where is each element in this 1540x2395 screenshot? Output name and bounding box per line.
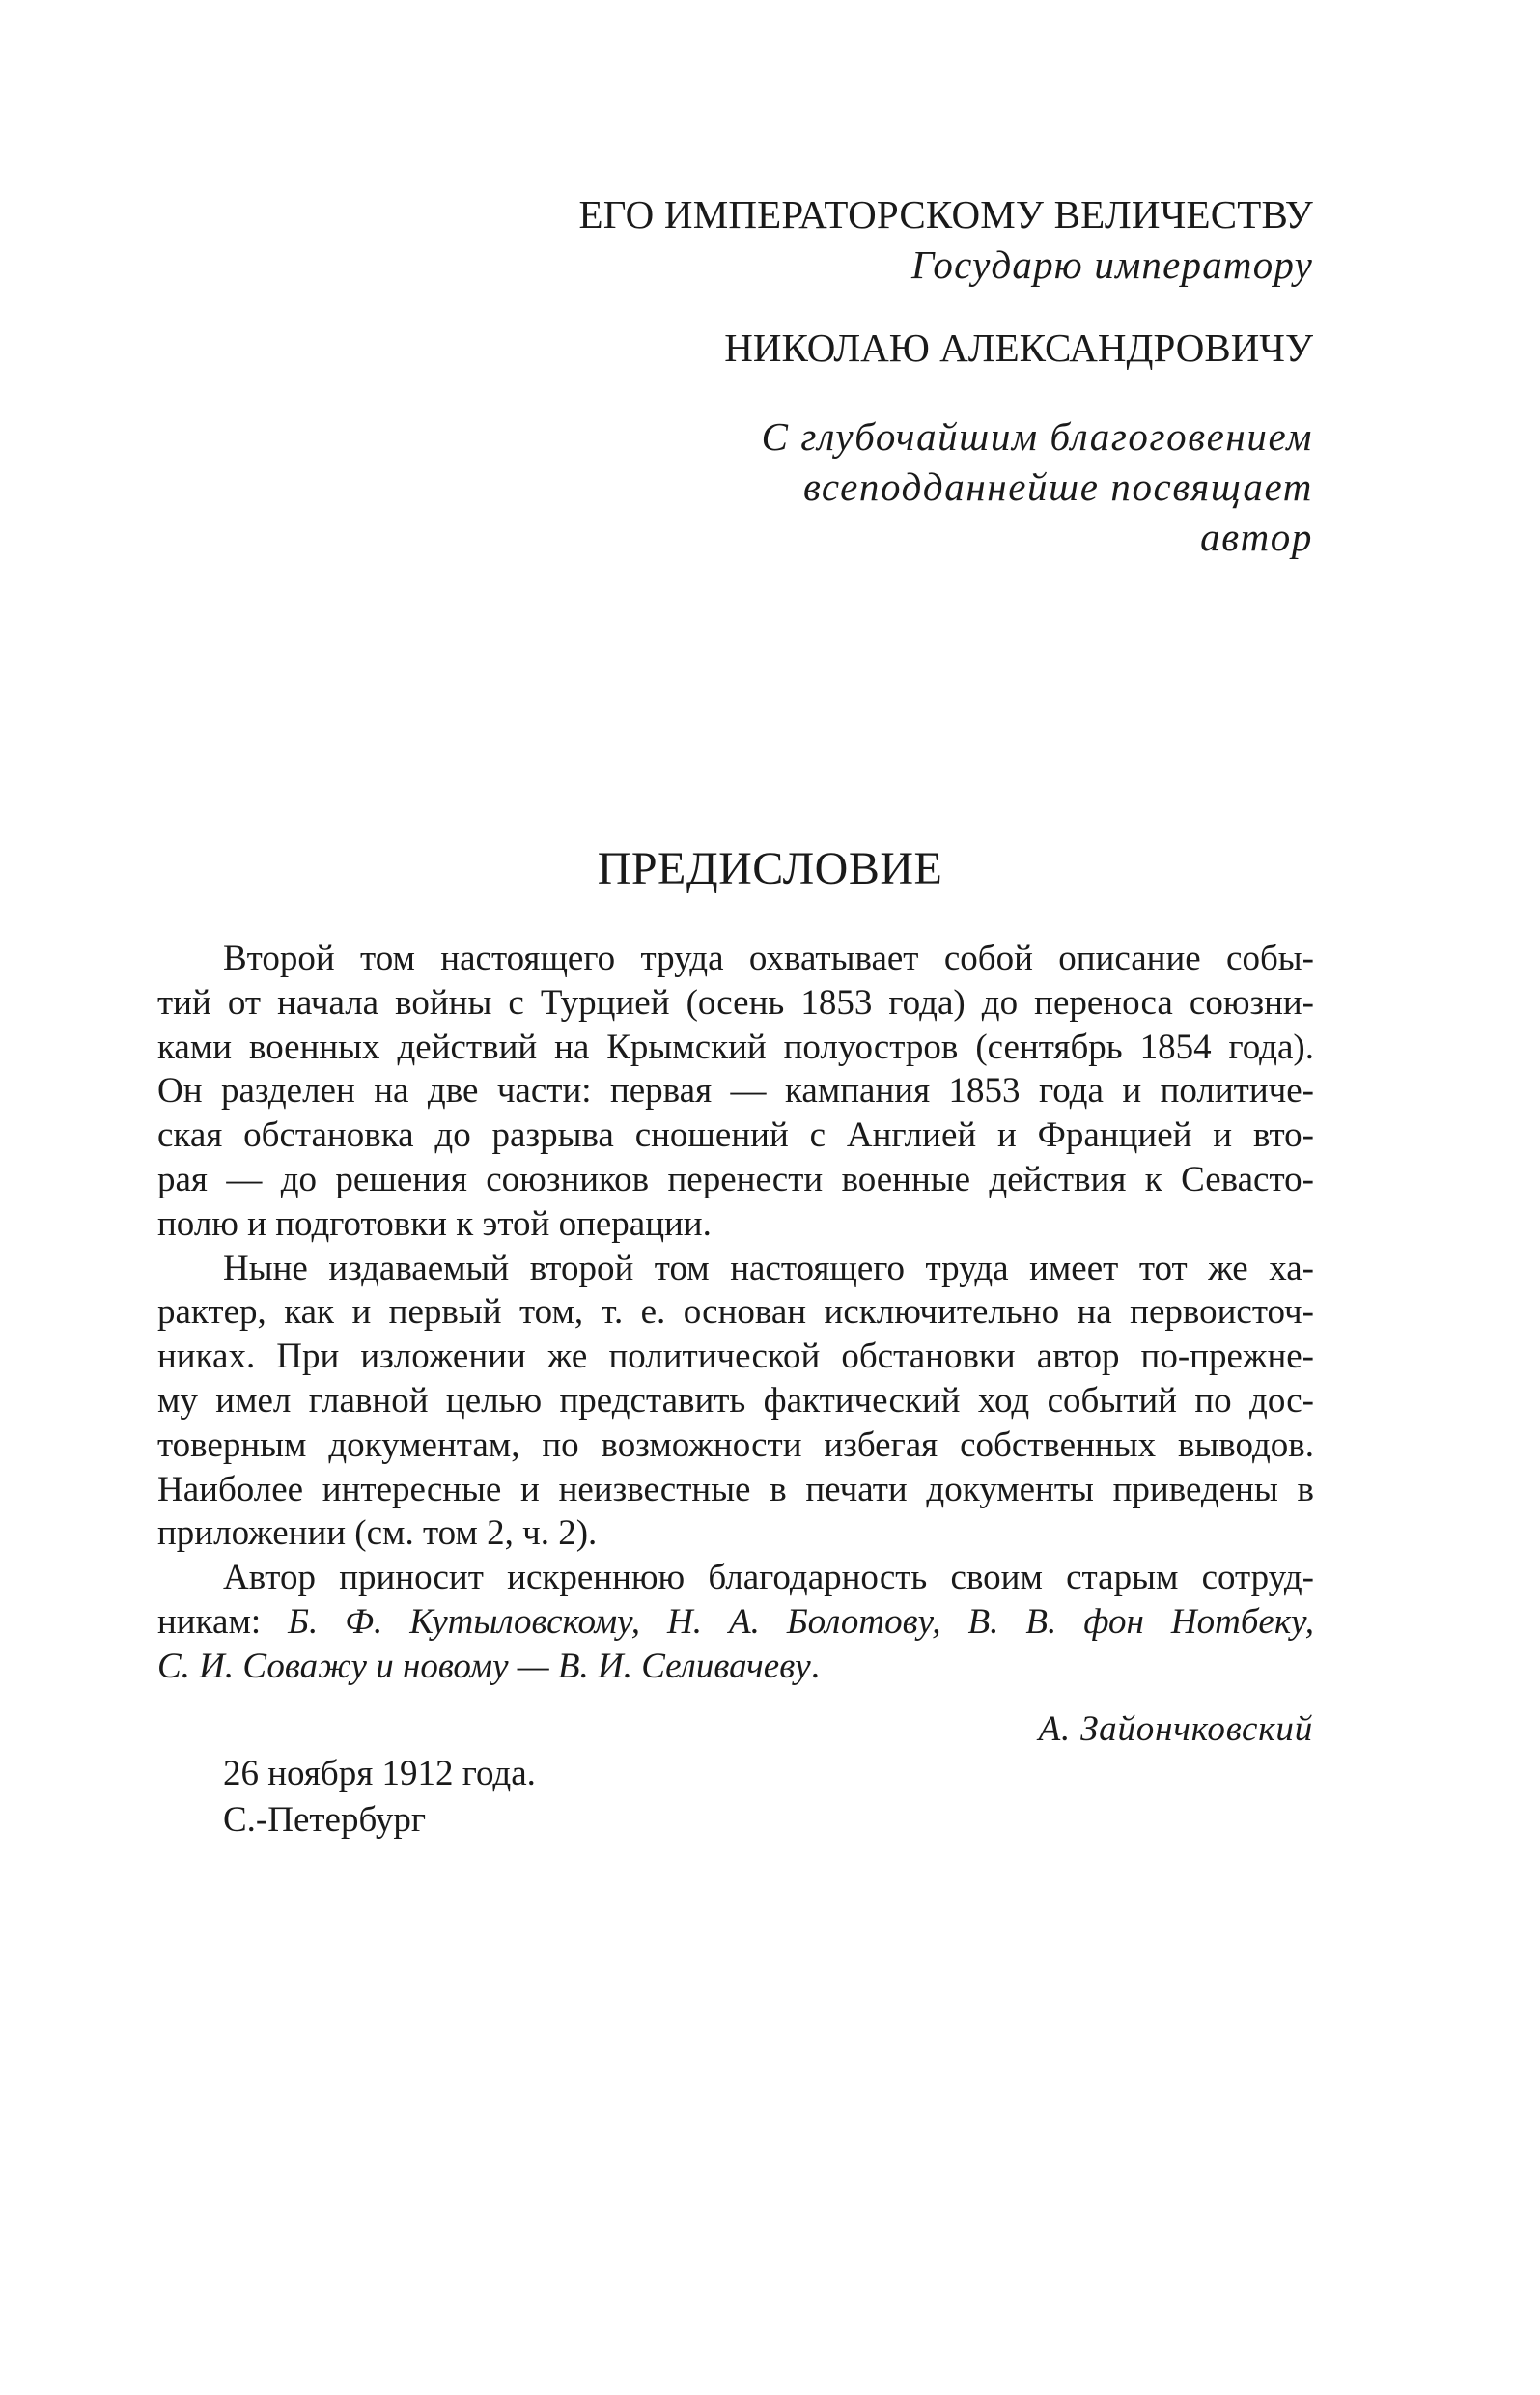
- dedication-text: [193, 411, 1313, 562]
- text-line: рактер, как и первый том, т. е. основан исключительно на первоисточ-: [157, 1292, 1314, 1333]
- text-line: никах. При изложении же политической обстановки автор по-прежне-: [157, 1337, 1314, 1377]
- date-place: [223, 1751, 536, 1844]
- text-line-suffix: .: [810, 1646, 820, 1686]
- text-line: Второй том настоящего труда охватывает собой описание собы-: [223, 939, 1314, 978]
- date: 26 ноября 1912 года.: [223, 1754, 536, 1793]
- dedication-text-line: С глубочайшим благоговением: [761, 414, 1313, 459]
- text-line-names: [157, 1600, 1314, 1645]
- text-line: Он разделен на две части: первая — кампания 1853 года и политиче-: [157, 1071, 1314, 1112]
- text-line: товерным документам, по возможности избегая собственных выводов.: [157, 1424, 1314, 1465]
- place: С.-Петербург: [223, 1800, 427, 1840]
- text-line-prefix: никам:: [157, 1601, 289, 1642]
- text-line: приложении (см. том 2, ч. 2).: [157, 1513, 598, 1554]
- names-italic: С. И. Соважу и новому — В. И. Селивачеву: [157, 1646, 811, 1686]
- dedication-text-line: автор: [1200, 515, 1313, 559]
- dedication-line-2: Государю императору: [910, 242, 1313, 287]
- text-line: Наиболее интересные и неизвестные в печати документы приведены в: [157, 1469, 1314, 1509]
- text-line: ская обстановка до разрыва сношений с Англией и Францией и вто-: [157, 1115, 1314, 1156]
- text-line: ками военных действий на Крымский полуостров (сентябрь 1854 года).: [157, 1027, 1314, 1067]
- preface-title: ПРЕДИСЛОВИЕ: [597, 843, 943, 894]
- text-line: тий от начала войны с Турцией (осень 1853 года) до переноса союзни-: [157, 982, 1314, 1023]
- text-line-names: [157, 1645, 1314, 1689]
- dedication-line-1: ЕГО ИМПЕРАТОРСКОМУ ВЕЛИЧЕСТВУ: [578, 192, 1313, 237]
- dedication: [193, 189, 1313, 562]
- names-italic: Б. Ф. Кутыловскому, Н. А. Болотову, В. В. фон Нотбеку,: [288, 1601, 1314, 1642]
- text-line: Автор приносит искреннюю благодарность своим старым сотруд-: [223, 1558, 1314, 1598]
- text-line: Ныне издаваемый второй том настоящего труда имеет тот же ха-: [223, 1248, 1314, 1288]
- author-signature: А. Зайончковский: [1038, 1709, 1313, 1749]
- dedication-text-line: всеподданнейше посвящает: [803, 465, 1313, 509]
- dedication-name: НИКОЛАЮ АЛЕКСАНДРОВИЧУ: [724, 325, 1313, 370]
- text-line: полю и подготовки к этой операции.: [157, 1203, 712, 1244]
- text-line: му имел главной целью представить фактический ход событий по дос-: [157, 1380, 1314, 1421]
- preface-body: [157, 937, 1314, 1689]
- text-line: рая — до решения союзников перенести военные действия к Севасто-: [157, 1159, 1314, 1199]
